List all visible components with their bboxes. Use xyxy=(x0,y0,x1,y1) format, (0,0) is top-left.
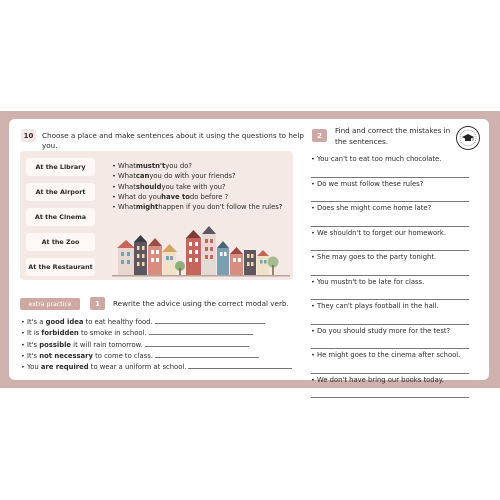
extra-practice-tag: extra practice xyxy=(20,298,80,310)
advice-item: • It's possible it will rain tomorrow. xyxy=(21,340,292,351)
place-restaurant-button[interactable]: At the Restaurant xyxy=(26,258,95,276)
place-cinema-button[interactable]: At the Cinema xyxy=(26,208,95,226)
exercise-10-number: 10 xyxy=(21,129,36,142)
correction-item[interactable]: • She may goes to the party tonight. xyxy=(311,251,469,276)
correction-list xyxy=(311,153,469,398)
school-seal-logo xyxy=(456,126,480,150)
answer-line[interactable] xyxy=(188,362,292,369)
advice-item: • It's a good idea to eat healthy food. xyxy=(21,317,292,328)
advice-item: • It's not necessary to come to class. xyxy=(21,351,292,362)
exercise-2-number: 2 xyxy=(312,129,327,142)
town-illustration xyxy=(112,226,290,278)
extra-practice-instruction: Rewrite the advice using the correct modal verb. xyxy=(113,299,289,308)
correction-item[interactable]: • He might goes to the cinema after school. xyxy=(311,349,469,374)
exercise-10-instruction: Choose a place and make sentences about it using the questions to help you. xyxy=(42,131,304,150)
question-item: • What mustn't you do? xyxy=(112,162,192,170)
advice-item: • You are required to wear a uniform at school. xyxy=(21,362,292,373)
exercise-2-instruction-line1: Find and correct the mistakes in xyxy=(335,126,451,135)
extra-practice-number: 1 xyxy=(90,297,105,310)
correction-item[interactable]: • They can't plays football in the hall. xyxy=(311,300,469,325)
answer-line[interactable] xyxy=(155,351,259,358)
answer-line[interactable] xyxy=(145,340,249,347)
graduation-cap-icon xyxy=(459,129,477,147)
answer-line[interactable] xyxy=(155,317,265,324)
question-item: • What might happen if you don't follow the rules? xyxy=(112,203,283,212)
question-list xyxy=(112,161,282,212)
correction-item[interactable]: • We shouldn't to forget our homework. xyxy=(311,227,469,252)
place-zoo-button[interactable]: At the Zoo xyxy=(26,233,95,251)
advice-item: • It is forbidden to smoke in school. xyxy=(21,328,292,339)
correction-item[interactable]: • Does she might come home late? xyxy=(311,202,469,227)
correction-item[interactable]: • We don't have bring our books today. xyxy=(311,374,469,399)
place-airport-button[interactable]: At the Airport xyxy=(26,183,95,201)
question-item: • What can you do with your friends? xyxy=(112,172,236,181)
answer-line[interactable] xyxy=(149,328,253,335)
exercise-2-instruction-line2: the sentences. xyxy=(335,137,389,146)
correction-item[interactable]: • Do you should study more for the test? xyxy=(311,325,469,350)
place-library-button[interactable]: At the Library xyxy=(26,158,95,176)
question-item: • What should you take with you? xyxy=(112,182,226,191)
correction-item[interactable]: • Do we must follow these rules? xyxy=(311,178,469,203)
correction-item[interactable]: • You can't to eat too much chocolate. xyxy=(311,153,469,178)
question-item: • What do you have to do before ? xyxy=(112,192,229,201)
correction-item[interactable]: • You mustn't to be late for class. xyxy=(311,276,469,301)
advice-list xyxy=(21,317,292,373)
